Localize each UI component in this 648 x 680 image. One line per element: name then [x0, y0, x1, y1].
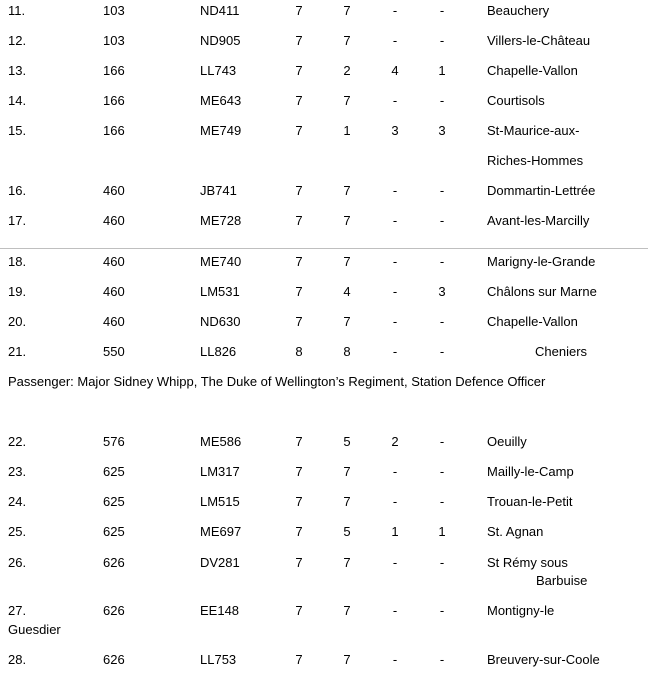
aircraft-serial: ME697: [200, 524, 242, 539]
crew-total: 7: [295, 63, 303, 78]
table-row: [0, 462, 648, 482]
aircraft-serial: DV281: [200, 555, 240, 570]
aircraft-serial: ME586: [200, 434, 242, 449]
crew-killed: 7: [343, 93, 351, 108]
crew-captured: -: [439, 33, 445, 48]
squadron: 166: [103, 123, 125, 138]
table-row: [0, 312, 648, 332]
crew-evaded: -: [392, 464, 398, 479]
table-row: [0, 522, 648, 542]
crash-location: Marigny-le-Grande: [487, 254, 596, 269]
squadron: 166: [103, 63, 125, 78]
aircraft-serial: ND905: [200, 33, 241, 48]
crew-captured: 3: [438, 123, 446, 138]
table-row: [0, 61, 648, 81]
aircraft-serial: LL743: [200, 63, 237, 78]
crew-captured: -: [439, 93, 445, 108]
crew-total: 7: [295, 434, 303, 449]
aircraft-serial: LM317: [200, 464, 240, 479]
crew-killed: 7: [343, 314, 351, 329]
crew-captured: -: [439, 652, 445, 667]
table-row: [0, 1, 648, 21]
table-row: [0, 650, 648, 670]
crew-total: 7: [295, 93, 303, 108]
row-number: 11.: [8, 3, 26, 18]
crew-evaded: 2: [391, 434, 399, 449]
crash-location: St Rémy sous: [487, 555, 568, 570]
row-number: 23.: [8, 464, 27, 479]
crew-captured: 1: [438, 524, 446, 539]
aircraft-serial: LL753: [200, 652, 237, 667]
crew-evaded: 4: [391, 63, 399, 78]
crew-killed: 7: [343, 254, 351, 269]
aircraft-serial: ND630: [200, 314, 241, 329]
crash-location: Beauchery: [487, 3, 550, 18]
table-row-continuation: [0, 571, 648, 591]
crew-killed: 1: [343, 123, 351, 138]
crash-location: Châlons sur Marne: [487, 284, 597, 299]
page-break-divider: [0, 248, 648, 249]
table-row: [0, 492, 648, 512]
squadron: 625: [103, 524, 125, 539]
crew-evaded: -: [392, 652, 398, 667]
aircraft-serial: EE148: [200, 603, 240, 618]
crew-killed: 2: [343, 63, 351, 78]
row-number: 20.: [8, 314, 27, 329]
table-row: [0, 31, 648, 51]
crew-total: 8: [295, 344, 303, 359]
squadron: 166: [103, 93, 125, 108]
crew-evaded: -: [392, 33, 398, 48]
crew-killed: 7: [343, 555, 351, 570]
crew-evaded: -: [392, 183, 398, 198]
table-row-continuation: [0, 620, 648, 640]
row-number: 17.: [8, 213, 27, 228]
squadron: 103: [103, 3, 125, 18]
row-number: 26.: [8, 555, 27, 570]
passenger-note: Passenger: Major Sidney Whipp, The Duke of Wellington’s Regiment, Station Defence Officer: [8, 374, 546, 389]
crew-killed: 7: [343, 33, 351, 48]
crash-location: Oeuilly: [487, 434, 527, 449]
crash-location-continued: Riches-Hommes: [487, 153, 584, 168]
crew-killed: 7: [343, 603, 351, 618]
squadron: 460: [103, 314, 125, 329]
row-number: 12.: [8, 33, 27, 48]
crew-evaded: -: [392, 93, 398, 108]
crew-captured: -: [439, 183, 445, 198]
crew-total: 7: [295, 464, 303, 479]
table-row-continuation: [0, 151, 648, 171]
aircraft-serial: LL826: [200, 344, 237, 359]
crew-captured: -: [439, 344, 445, 359]
crew-total: 7: [295, 254, 303, 269]
crew-captured: -: [439, 3, 445, 18]
crash-location: Cheniers: [535, 344, 588, 359]
crash-location: Courtisols: [487, 93, 545, 108]
table-row: [0, 432, 648, 452]
crew-evaded: -: [392, 603, 398, 618]
aircraft-serial: ND411: [200, 3, 240, 18]
crew-captured: -: [439, 464, 445, 479]
crash-location: Dommartin-Lettrée: [487, 183, 596, 198]
crew-total: 7: [295, 555, 303, 570]
crew-captured: 3: [438, 284, 446, 299]
crash-location: Mailly-le-Camp: [487, 464, 574, 479]
crew-total: 7: [295, 3, 303, 18]
row-number: 16.: [8, 183, 27, 198]
crash-location: Villers-le-Château: [487, 33, 591, 48]
aircraft-serial: ME749: [200, 123, 242, 138]
crew-total: 7: [295, 603, 303, 618]
squadron: 576: [103, 434, 125, 449]
crew-killed: 7: [343, 183, 351, 198]
crash-location: Avant-les-Marcilly: [487, 213, 590, 228]
squadron: 625: [103, 494, 125, 509]
crew-total: 7: [295, 183, 303, 198]
row-number: 19.: [8, 284, 27, 299]
squadron: 103: [103, 33, 125, 48]
crash-location: St. Agnan: [487, 524, 544, 539]
crew-evaded: -: [392, 213, 398, 228]
row-number: 25.: [8, 524, 27, 539]
crew-killed: 7: [343, 494, 351, 509]
crew-total: 7: [295, 524, 303, 539]
row-number: 18.: [8, 254, 27, 269]
squadron: 460: [103, 183, 125, 198]
crash-location: Trouan-le-Petit: [487, 494, 573, 509]
crash-location-continued: Barbuise: [536, 573, 588, 588]
squadron: 460: [103, 284, 125, 299]
squadron: 625: [103, 464, 125, 479]
crew-evaded: -: [392, 494, 398, 509]
crew-killed: 8: [343, 344, 351, 359]
table-row: [0, 252, 648, 272]
crew-killed: 7: [343, 652, 351, 667]
crew-total: 7: [295, 213, 303, 228]
row-number: 24.: [8, 494, 27, 509]
crew-captured: 1: [438, 63, 446, 78]
crew-total: 7: [295, 33, 303, 48]
crew-evaded: -: [392, 3, 398, 18]
row-number: 13.: [8, 63, 27, 78]
row-number: 15.: [8, 123, 27, 138]
crew-total: 7: [295, 123, 303, 138]
crew-evaded: -: [392, 314, 398, 329]
squadron: 626: [103, 555, 125, 570]
crew-total: 7: [295, 314, 303, 329]
squadron: 460: [103, 254, 125, 269]
crew-evaded: -: [392, 344, 398, 359]
crew-evaded: -: [392, 284, 398, 299]
crew-total: 7: [295, 494, 303, 509]
crash-location: Montigny-le: [487, 603, 555, 618]
squadron: 550: [103, 344, 125, 359]
crew-captured: -: [439, 494, 445, 509]
crash-location-continued: Guesdier: [8, 622, 61, 637]
crew-killed: 7: [343, 464, 351, 479]
table-row: [0, 282, 648, 302]
crash-location: Chapelle-Vallon: [487, 63, 578, 78]
row-number: 28.: [8, 652, 27, 667]
aircraft-serial: LM515: [200, 494, 240, 509]
crew-evaded: 1: [391, 524, 399, 539]
row-number: 21.: [8, 344, 27, 359]
table-row: [0, 601, 648, 621]
crash-location: Breuvery-sur-Coole: [487, 652, 600, 667]
row-number: 14.: [8, 93, 27, 108]
squadron: 626: [103, 652, 125, 667]
crew-captured: -: [439, 603, 445, 618]
aircraft-serial: ME643: [200, 93, 242, 108]
crew-captured: -: [439, 555, 445, 570]
crew-captured: -: [439, 254, 445, 269]
row-number: 22.: [8, 434, 27, 449]
crash-location: St-Maurice-aux-: [487, 123, 580, 138]
aircraft-serial: LM531: [200, 284, 240, 299]
crew-total: 7: [295, 652, 303, 667]
table-row: [0, 181, 648, 201]
crew-evaded: -: [392, 555, 398, 570]
crew-evaded: -: [392, 254, 398, 269]
crew-killed: 4: [343, 284, 351, 299]
crew-captured: -: [439, 314, 445, 329]
table-row: [0, 553, 648, 573]
crew-killed: 5: [343, 524, 351, 539]
table-row: [0, 342, 648, 362]
crew-captured: -: [439, 434, 445, 449]
squadron: 460: [103, 213, 125, 228]
aircraft-serial: ME740: [200, 254, 242, 269]
crew-killed: 7: [343, 213, 351, 228]
squadron: 626: [103, 603, 125, 618]
table-row: [0, 121, 648, 141]
crew-killed: 7: [343, 3, 351, 18]
aircraft-serial: JB741: [200, 183, 237, 198]
aircraft-serial: ME728: [200, 213, 242, 228]
table-row: [0, 91, 648, 111]
table-row: [0, 211, 648, 231]
crew-captured: -: [439, 213, 445, 228]
crew-killed: 5: [343, 434, 351, 449]
row-number: 27.: [8, 603, 27, 618]
crew-total: 7: [295, 284, 303, 299]
crash-location: Chapelle-Vallon: [487, 314, 578, 329]
crew-evaded: 3: [391, 123, 399, 138]
